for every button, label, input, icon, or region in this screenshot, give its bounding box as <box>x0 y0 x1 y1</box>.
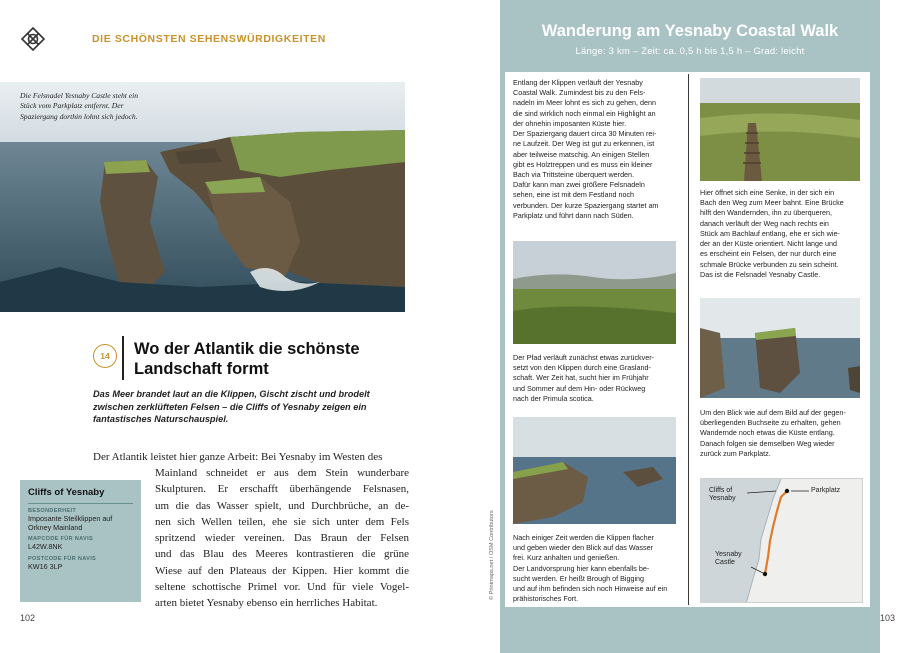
postcode-label: POSTCODE FÜR NAVIS <box>28 555 97 562</box>
hike-text-col1-p2: Der Pfad verläuft zunächst etwas zurückver- setzt von den Klippen durch eine Grasland- schaft. Wer Zeit hat, sucht hier im Frühjahr und Sommer auf dem Hin- oder Rückweg nach der Primula scotica. <box>513 353 655 403</box>
photo-grassland <box>513 241 676 344</box>
photo-cliffs-sea <box>513 417 676 524</box>
postcode-value: KW16 3LP <box>28 561 63 571</box>
photo-boardwalk <box>700 78 860 181</box>
page-number-left: 102 <box>20 613 36 623</box>
hero-caption: Die Felsnadel Yesnaby Castle steht ein Stück vom Parkplatz entfernt. Der Spaziergang dorthin lohnt sich jedoch. <box>20 91 139 121</box>
hike-text-col2-p1: Hier öffnet sich eine Senke, in der sich ein Bach den Weg zum Meer bahnt. Eine Brücke hilft den Wandernden, ihn zu überqueren, danach verläuft der Weg nach rechts ein Stück am Bachlauf entlang, ehe er sich wie- der an der Küste orientiert. Nicht lange und es erscheint ein Felsen, der nur durch eine schmale Brücke verbunden zu sein scheint. Das ist die Felsnadel Yesnaby Castle. <box>700 188 844 279</box>
route-map <box>700 478 863 603</box>
body-text: Mainland schneidet er aus dem Stein wunderbare Skulpturen. Er erschafft überhängende Felsnasen, um die das Wasser spielt, und Durchbrüche, an de- nen sich Wellen teilen, ehe sie sich unter dem Fels spritzend wieder vereinen. Das Braun der Felsen und das Blau des Meeres kontrastieren die grüne Wiese auf den Plateaus der Kippen. Hier kommt die seltene schottische Primel vor. Und für viele Vogel- arten bietet Yesnaby ebenso ein herrliches Habitat. <box>155 467 409 610</box>
photo-yesnaby-castle <box>700 298 860 398</box>
celtic-knot-icon <box>20 26 46 52</box>
map-label-end: Yesnaby Castle <box>715 551 742 567</box>
section-heading: DIE SCHÖNSTEN SEHENSWÜRDIGKEITEN <box>92 33 326 45</box>
body-text-first-line: Der Atlantik leistet hier ganze Arbeit: Bei Yesnaby im Westen des <box>93 451 383 463</box>
mapcode-value: L42W.8NK <box>28 542 63 552</box>
hike-text-col2-p2: Um den Blick wie auf dem Bild auf der gegen- überliegenden Buchseite zu erhalten, gehen Wandernde noch etwas die Küste entlang. Danach folgen sie demselben Weg wieder zurück zum Parkplatz. <box>700 408 846 458</box>
mapcode-label: MAPCODE FÜR NAVIS <box>28 536 93 543</box>
map-label-parking: Parkplatz <box>811 487 841 494</box>
sight-number-badge: 14 <box>93 344 117 368</box>
map-label-start: Cliffs of Yesnaby <box>709 487 736 503</box>
feature-value: Imposante Steilklippen auf Orkney Mainland <box>28 514 113 533</box>
hike-title: Wanderung am Yesnaby Coastal Walk <box>541 22 839 40</box>
page-number-right: 103 <box>880 613 896 623</box>
info-box-title: Cliffs of Yesnaby <box>28 487 133 504</box>
feature-label: BESONDERHEIT <box>28 508 77 514</box>
title-divider <box>122 336 124 380</box>
article-title: Wo der Atlantik die schönste Landschaft formt <box>134 340 360 378</box>
hike-text-col1-p3: Nach einiger Zeit werden die Klippen flacher und geben wieder den Blick auf das Wasser frei. Kurz anhalten und genießen. Der Landvorsprung hier kann ebenfalls be- sucht werden. Er heißt Brough of Bigging und auf ihm befinden sich noch Hinweise auf ein prähistorisches Fort. <box>513 533 668 604</box>
info-box <box>20 480 141 602</box>
map-credit: © Printmaps.net / OSM Contributors <box>489 510 495 600</box>
hike-subtitle: Länge: 3 km – Zeit: ca. 0,5 h bis 1,5 h – Grad: leicht <box>575 46 805 57</box>
lead-paragraph: Das Meer brandet laut an die Klippen, Gischt zischt und brodelt zwischen zerklüfteten Felsen – die Cliffs of Yesnaby zeigen ein fantastisches Naturschauspiel. <box>93 389 370 425</box>
column-divider <box>688 74 689 605</box>
hike-text-col1-p1: Entlang der Klippen verläuft der Yesnaby Coastal Walk. Zumindest bis zu den Fels- nadeln im Meer lohnt es sich zu gehen, denn die sind wirklich noch einmal ein Highlight an der ohnehin imposanten Küste hier. Der Spaziergang dauert circa 30 Minuten rei- ne Laufzeit. Der Weg ist gut zu erkennen, ist aber teilweise matschig. An einigen Stellen gibt es Holztreppen und es muss ein kleiner Bach via Trittsteine überquert werden. Dafür kann man zwei größere Felsnadeln sehen, eine ist mit dem Festland noch verbunden. Der kurze Spaziergang startet am Parkplatz und führt dann nach Süden. <box>513 78 659 220</box>
